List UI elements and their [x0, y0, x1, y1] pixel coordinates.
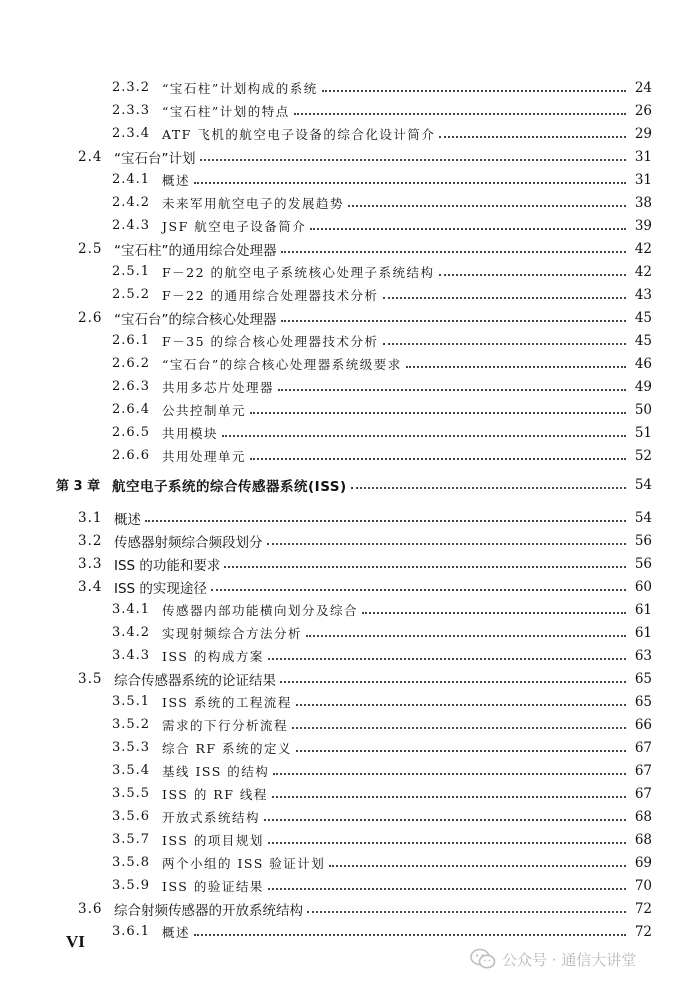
toc-entry-page: 61 [634, 601, 652, 618]
dot-leader [280, 667, 626, 683]
toc-entry [78, 552, 652, 575]
toc-entry [112, 444, 652, 467]
toc-entry-page: 67 [634, 785, 652, 802]
toc-entry-page: 29 [634, 125, 652, 142]
toc-entry-title: “宝石柱”的通用综合处理器 [114, 242, 277, 259]
toc-entry-number: 2.4.2 [112, 195, 151, 210]
toc-entry-title: 综合传感器系统的论证结果 [114, 672, 276, 689]
toc-entry [112, 736, 652, 759]
toc-entry-title: 概述 [162, 924, 191, 940]
toc-entry-title: 未来军用航空电子的发展趋势 [162, 195, 345, 211]
toc-entry-page: 65 [634, 693, 652, 710]
toc-entry-number: 3.5.6 [112, 809, 151, 824]
toc-entry [112, 375, 652, 398]
toc-entry-number: 2.5.1 [112, 264, 151, 279]
toc-entry-number: 3.5.8 [112, 855, 151, 870]
toc-entry-page: 68 [634, 808, 652, 825]
wechat-icon [470, 948, 496, 970]
toc-entry [112, 828, 652, 851]
toc-entry [112, 598, 652, 621]
toc-entry-title: 公共控制单元 [162, 402, 247, 418]
toc-entry-title: 综合 RF 系统的定义 [162, 740, 293, 756]
toc-entry-number: 2.4 [78, 148, 103, 165]
toc-entry-page: 72 [634, 900, 652, 917]
toc-entry [112, 421, 652, 444]
dot-leader [272, 782, 626, 798]
toc-entry-title: “宝石台”计划 [114, 150, 196, 167]
toc-entry [78, 529, 652, 552]
dot-leader [222, 421, 626, 437]
toc-entry [112, 76, 652, 99]
toc-entry [112, 713, 652, 736]
dot-leader [194, 168, 626, 184]
toc-entry-page: 70 [634, 877, 652, 894]
toc-entry-page: 67 [634, 762, 652, 779]
toc-entry-page: 31 [634, 171, 652, 188]
toc-entry [112, 122, 652, 145]
toc-entry-title: “宝石台”的综合核心处理器系统级要求 [162, 356, 402, 372]
toc-entry-number: 3.5.5 [112, 786, 151, 801]
toc-entry-page: 52 [634, 447, 652, 464]
toc-entry-title: 传感器内部功能横向划分及综合 [162, 602, 359, 618]
toc-entry-number: 2.4.1 [112, 172, 151, 187]
toc-entry-title: ISS 系统的工程流程 [162, 694, 292, 710]
toc-entry-page: 42 [634, 240, 652, 257]
toc-entry-number: 3.5.1 [112, 694, 151, 709]
toc-entry-title: ISS 的实现途径 [114, 580, 207, 597]
toc-entry-number: 3.4.3 [112, 648, 151, 663]
toc-entry-title: F－22 的通用综合处理器技术分析 [162, 287, 379, 303]
toc-entry-title: 概述 [114, 511, 141, 528]
toc-entry-page: 54 [634, 509, 652, 526]
toc-entry-title: 传感器射频综合频段划分 [114, 534, 263, 551]
dot-leader [211, 575, 626, 591]
dot-leader [224, 552, 626, 568]
toc-entry-title: 两个小组的 ISS 验证计划 [162, 855, 326, 871]
toc-entry [112, 805, 652, 828]
toc-entry-page: 45 [634, 309, 652, 326]
dot-leader [278, 375, 626, 391]
toc-entry-title: 需求的下行分析流程 [162, 717, 289, 733]
toc-entry-number: 2.6.5 [112, 425, 151, 440]
toc-entry-number: 2.6.3 [112, 379, 151, 394]
toc-entry [78, 306, 652, 329]
toc-entry-number: 第 3 章 [56, 479, 101, 494]
toc-entry-number: 2.3.4 [112, 126, 151, 141]
toc-entry [112, 191, 652, 214]
toc-entry-number: 3.6.1 [112, 924, 151, 939]
toc-entry-title: “宝石柱”计划构成的系统 [162, 80, 318, 96]
dot-leader [281, 237, 627, 253]
toc-entry-page: 72 [634, 923, 652, 940]
toc-entry-number: 3.5 [78, 670, 103, 687]
toc-entry [112, 782, 652, 805]
toc-entry-title: ISS 的项目规划 [162, 832, 264, 848]
toc-entry-page: 39 [634, 217, 652, 234]
toc-entry-page: 69 [634, 854, 652, 871]
toc-entry-title: 基线 ISS 的结构 [162, 763, 270, 779]
toc-entry-page: 42 [634, 263, 652, 280]
toc-entry [78, 897, 652, 920]
dot-leader [273, 759, 626, 775]
toc-entry-number: 2.6.6 [112, 448, 151, 463]
toc-entry-title: ISS 的功能和要求 [114, 557, 221, 574]
toc-entry [112, 398, 652, 421]
toc-entry-page: 46 [634, 355, 652, 372]
dot-leader [439, 260, 626, 276]
toc-entry-title: 综合射频传感器的开放系统结构 [114, 902, 303, 919]
toc-entry-title: ISS 的 RF 线程 [162, 786, 268, 802]
toc-entry [112, 329, 652, 352]
dot-leader [439, 122, 626, 138]
toc-entry-title: 概述 [162, 172, 191, 188]
toc-entry [78, 237, 652, 260]
dot-leader [268, 828, 626, 844]
toc-entry-page: 43 [634, 286, 652, 303]
toc-entry-page: 45 [634, 332, 652, 349]
toc-entry [112, 99, 652, 122]
dot-leader [267, 529, 627, 545]
toc-entry-number: 2.5 [78, 240, 103, 257]
toc-entry-title: 航空电子系统的综合传感器系统(ISS) [112, 478, 347, 495]
toc-entry-number: 2.3.2 [112, 80, 151, 95]
toc-entry [78, 575, 652, 598]
toc-entry-page: 66 [634, 716, 652, 733]
toc-entry-title: 共用处理单元 [162, 448, 247, 464]
toc-entry-number: 3.5.7 [112, 832, 151, 847]
toc-entry-title: “宝石台”的综合核心处理器 [114, 311, 277, 328]
toc-entry-number: 2.6.1 [112, 333, 151, 348]
toc-entry-page: 38 [634, 194, 652, 211]
toc-entry-title: F－35 的综合核心处理器技术分析 [162, 333, 379, 349]
toc-entry [112, 168, 652, 191]
watermark-text: 公众号 · 通信大讲堂 [502, 950, 637, 969]
dot-leader [268, 644, 626, 660]
dot-leader [307, 897, 626, 913]
toc-entry-number: 3.5.2 [112, 717, 151, 732]
dot-leader [268, 874, 626, 890]
toc-entry-page: 63 [634, 647, 652, 664]
toc-entry [112, 621, 652, 644]
toc-entry-title: 共用多芯片处理器 [162, 379, 275, 395]
toc-entry-page: 56 [634, 532, 652, 549]
toc-entry [112, 283, 652, 306]
toc-entry [112, 214, 652, 237]
dot-leader [250, 398, 626, 414]
toc-entry-number: 3.5.9 [112, 878, 151, 893]
toc-entry-page: 54 [634, 476, 652, 493]
toc-entry-page: 65 [634, 670, 652, 687]
toc-entry-title: F－22 的航空电子系统核心处理子系统结构 [162, 264, 435, 280]
toc-entry [78, 145, 652, 168]
toc-entry-number: 3.4 [78, 578, 103, 595]
dot-leader [348, 191, 626, 207]
toc-entry-page: 31 [634, 148, 652, 165]
dot-leader [250, 444, 626, 460]
toc-chapter-entry [56, 473, 652, 496]
toc-entry-number: 3.4.1 [112, 602, 151, 617]
toc-entry-title: 实现射频综合方法分析 [162, 625, 303, 641]
dot-leader [362, 598, 626, 614]
toc-entry-number: 3.4.2 [112, 625, 151, 640]
toc-entry-page: 24 [634, 79, 652, 96]
dot-leader [264, 805, 626, 821]
toc-entry-page: 26 [634, 102, 652, 119]
toc-entry-number: 3.5.3 [112, 740, 151, 755]
toc-entry-number: 3.3 [78, 555, 103, 572]
toc-entry-number: 3.2 [78, 532, 103, 549]
toc-entry-number: 2.6.4 [112, 402, 151, 417]
toc-entry-page: 56 [634, 555, 652, 572]
toc-entry-title: “宝石柱”计划的特点 [162, 103, 290, 119]
toc-entry-title: 开放式系统结构 [162, 809, 261, 825]
dot-leader [294, 99, 626, 115]
toc-entry-number: 2.6 [78, 309, 103, 326]
dot-leader [194, 920, 626, 936]
dot-leader [200, 145, 627, 161]
toc-entry-number: 2.3.3 [112, 103, 151, 118]
toc-entry-number: 2.4.3 [112, 218, 151, 233]
toc-entry-page: 61 [634, 624, 652, 641]
toc-entry-page: 68 [634, 831, 652, 848]
toc-entry [112, 851, 652, 874]
toc-entry [112, 920, 652, 943]
toc-entry-number: 2.6.2 [112, 356, 151, 371]
toc-entry-page: 60 [634, 578, 652, 595]
toc-entry-title: ISS 的构成方案 [162, 648, 264, 664]
dot-leader [329, 851, 626, 867]
dot-leader [296, 690, 626, 706]
toc-entry-number: 3.6 [78, 900, 103, 917]
dot-leader [296, 736, 626, 752]
dot-leader [292, 713, 626, 729]
dot-leader [306, 621, 626, 637]
toc-entry-title: 共用模块 [162, 425, 219, 441]
dot-leader [406, 352, 626, 368]
toc-entry-number: 3.1 [78, 509, 103, 526]
dot-leader [383, 283, 626, 299]
toc-entry-title: JSF 航空电子设备简介 [162, 218, 307, 234]
dot-leader [351, 473, 626, 489]
toc-entry [112, 874, 652, 897]
toc-entry-number: 2.5.2 [112, 287, 151, 302]
dot-leader [322, 76, 626, 92]
toc-entry [112, 352, 652, 375]
toc-entry [78, 667, 652, 690]
toc-entry-title: ATF 飞机的航空电子设备的综合化设计简介 [162, 126, 436, 142]
dot-leader [383, 329, 626, 345]
toc-entry [112, 260, 652, 283]
toc-entry [112, 690, 652, 713]
toc-entry [78, 506, 652, 529]
toc-entry-page: 51 [634, 424, 652, 441]
toc-entry-title: ISS 的验证结果 [162, 878, 264, 894]
toc-entry-page: 49 [634, 378, 652, 395]
watermark [470, 946, 636, 972]
toc-entry-number: 3.5.4 [112, 763, 151, 778]
dot-leader [281, 306, 627, 322]
toc-entry-page: 67 [634, 739, 652, 756]
page-folio: VI [66, 932, 85, 951]
toc-entry-page: 50 [634, 401, 652, 418]
toc-entry [112, 759, 652, 782]
dot-leader [145, 506, 626, 522]
toc-entry [112, 644, 652, 667]
dot-leader [310, 214, 626, 230]
